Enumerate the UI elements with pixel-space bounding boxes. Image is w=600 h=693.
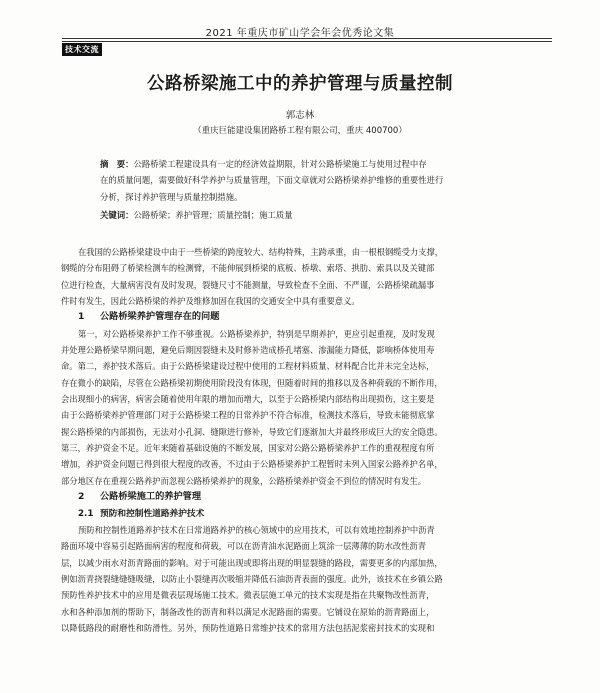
- body-line: 部分地区存在重视公路养护而忽视公路桥梁养护的现象，公路桥梁养护资金不到位的情况时有发生。: [61, 475, 427, 486]
- body-line: 水和各种添加剂的帮助下，制备改性的沥青和料以满足水泥路面的需要。它铺设在原始的沥青路面上，: [61, 606, 435, 617]
- abstract-label: 摘 要：: [100, 159, 134, 169]
- abstract-line: 在的质量问题，需要做好科学养护与质量管理，下面文章就对公路桥梁养护维修的重要性进行: [100, 175, 444, 186]
- keywords-text: 公路桥梁；养护管理；质量控制；施工质量: [133, 209, 293, 220]
- author-name: 郭志林: [285, 110, 315, 121]
- body-line: 命。第二，养护技术落后。由于公路桥梁建设过程中使用的工程材料质量、材料配合比并未完全达标，: [61, 361, 435, 372]
- body-line: 增加，养护资金问题已得到很大程度的改善，不过由于公路桥梁养护工程暂时未列入国家公路养护名单，: [61, 459, 443, 470]
- section-title: 公路桥梁施工的养护管理: [100, 491, 202, 503]
- article-title: 公路桥梁施工中的养护管理与质量控制: [147, 74, 453, 94]
- journal-header: 2021 年重庆市矿山学会年会优秀论文集: [205, 28, 395, 39]
- abstract-line: [100, 156, 540, 172]
- header-divider-thin: [62, 41, 552, 42]
- body-line: 预防和控制性道路养护技术在日常道路养护的核心领域中的应用技术，可以有效地控制养护中沥青: [78, 524, 435, 535]
- subsection-title: 预防和控制性道路养护技术: [100, 508, 205, 519]
- body-line: 会出现细小的病害，病害会随着使用年限的增加而增大，以至于公路桥梁内部结构出现损伤，这主要是: [61, 394, 435, 405]
- section-heading-2: [61, 489, 552, 505]
- section-heading-1: [61, 309, 552, 325]
- body-line: 预防性养护技术中的应用是微表层现场施工技术。微表层施工单元的技术实现是指在共聚物改性沥青，: [61, 590, 435, 601]
- body-line: 在我国的公路桥梁建设中由于一些桥梁的跨度较大、结构特殊，主跨承重，由一根根钢缆受力支撑，: [78, 247, 444, 257]
- subsection-number: 2.1: [78, 508, 94, 519]
- body-line: 路面环境中容易引起路面病害的程度和荷载，可以在沥青油水泥路面上筑涂一层薄薄的防水改性沥青: [61, 541, 427, 552]
- subsection-heading-2-1: [61, 506, 552, 522]
- body-line: 第一，对公路桥梁养护工作不够重视。公路桥梁养护，特别是早期养护，更应引起重视，及时发现: [78, 328, 435, 339]
- author-affiliation: （重庆巨能建设集团路桥工程有限公司，重庆 400700）: [193, 126, 407, 136]
- body-line: 例如沥青挠裂缝缝缝吸缝，以防止小裂缝再次吸缩并降低石油沥青表面的强度。此外，该技术在乡镇公路: [61, 573, 443, 584]
- column-badge: 技术交流: [62, 43, 102, 56]
- body-line: 由于公路桥梁养护管理部门对于公路桥梁工程的日常养护不符合标准，检测技术落后，导致未能彻底掌: [61, 410, 435, 421]
- body-line: 以降低路段的耐磨性和防滑性。另外，预防性道路日常维护技术的常用方法包括泥浆密封技术的实现和: [61, 622, 435, 633]
- header-divider: [62, 38, 552, 39]
- article-body: [61, 244, 552, 636]
- body-line: 件时有发生，因此公路桥梁的养护及维修加固在我国的交通安全中具有重要意义。: [61, 296, 360, 307]
- abstract-text: 公路桥梁工程建设具有一定的经济效益期限，针对公路桥梁施工与使用过程中存: [133, 159, 427, 169]
- section-number: 1: [78, 311, 85, 323]
- keywords-label: 关键词：: [100, 209, 134, 220]
- body-line: 并处理公路桥梁早期问题，避免后期因裂缝未及时修补造成桥孔堵塞、渗漏能力降低，影响桥体使用寿: [61, 345, 435, 356]
- keywords-line: [100, 207, 540, 223]
- body-line: 位进行检查，大量病害没有及时发现，裂缝尺寸不能测量，导致检查不全面、不严谨，公路桥梁疏漏事: [61, 279, 435, 290]
- body-line: 存在微小的缺陷，尽管在公路桥梁初期使用阶段没有体现，但随着时间的推移以及各种荷载的不断作用，: [61, 377, 443, 388]
- body-line: 层，以减少雨水对沥青路面的影响。对于可能出现或即将出现的明显裂缝的路段，需要更多的内部加热，: [61, 557, 443, 568]
- abstract-line: 分析，探讨养护管理与质量控制措施。: [100, 191, 243, 202]
- body-line: 钢缆的分布阻碍了桥梁检测车的检测臂，不能伸展到桥梁的底板、桥墩、索塔、拱肋、索具以及关键部: [61, 263, 435, 274]
- section-title: 公路桥梁养护管理存在的问题: [100, 311, 220, 323]
- abstract: [100, 156, 540, 223]
- section-number: 2: [78, 491, 85, 503]
- body-line: 第三，养护资金不足。近年来随着基础设施的不断发展，国家对公路公路桥梁养护工作的重视程度有所: [61, 443, 435, 454]
- body-line: 握公路桥梁的内部损伤，无法对小孔洞、缝隙进行修补，导致它们逐渐加大并最终形成巨大的安全隐患。: [61, 426, 443, 437]
